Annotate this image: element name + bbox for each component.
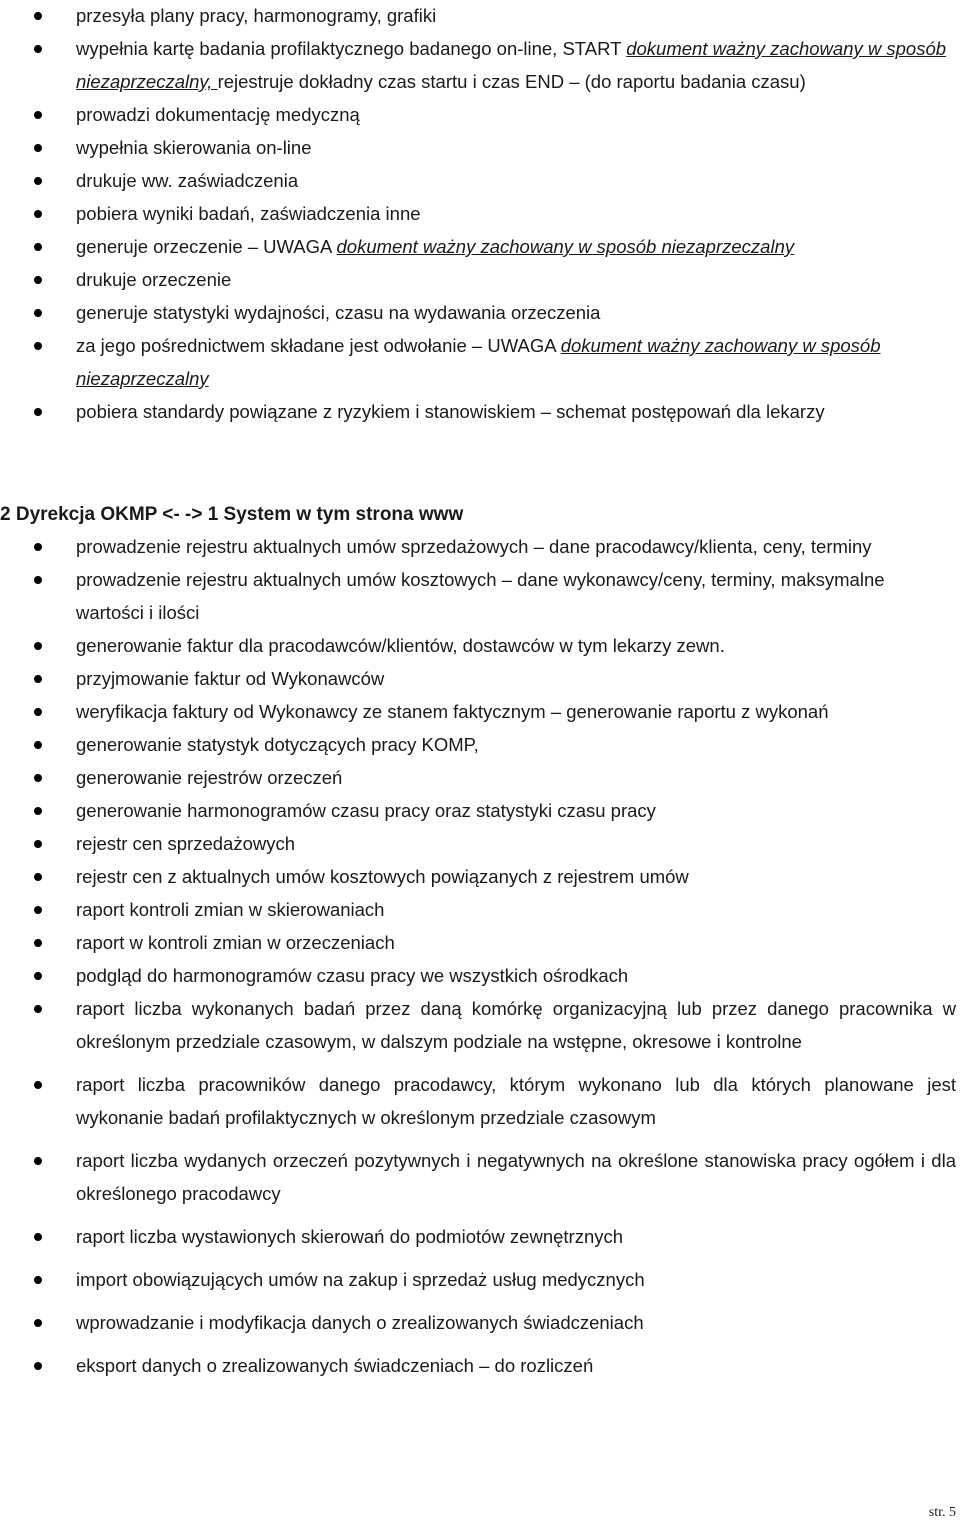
- item-text: generuje statystyki wydajności, czasu na wydawania orzeczenia: [76, 302, 601, 323]
- list-item: [0, 1068, 960, 1134]
- list-item: [0, 926, 960, 959]
- list-item: [0, 695, 960, 728]
- bullet-icon: [34, 1276, 42, 1284]
- item-text: przyjmowanie faktur od Wykonawców: [76, 668, 385, 689]
- list-item: [0, 32, 958, 98]
- bullet-icon: [34, 840, 42, 848]
- item-text: raport liczba wydanych orzeczeń pozytywnych i negatywnych na określone stanowiska pracy ogółem i dla określonego pracodawcy: [76, 1150, 956, 1204]
- item-text: import obowiązujących umów na zakup i sprzedaż usług medycznych: [76, 1269, 645, 1290]
- bullet-icon: [34, 543, 42, 551]
- list-item: [0, 395, 958, 428]
- item-text: rejestr cen z aktualnych umów kosztowych powiązanych z rejestrem umów: [76, 866, 689, 887]
- list-item: [0, 662, 960, 695]
- bullet-icon: [34, 177, 42, 185]
- item-text: wprowadzanie i modyfikacja danych o zrealizowanych świadczeniach: [76, 1312, 644, 1333]
- list-item: [0, 893, 960, 926]
- item-text: weryfikacja faktury od Wykonawcy ze stanem faktycznym – generowanie raportu z wykonań: [76, 701, 829, 722]
- list-item: [0, 1263, 960, 1296]
- item-text: prowadzi dokumentację medyczną: [76, 104, 360, 125]
- list-item: [0, 1349, 960, 1382]
- list-item: [0, 992, 960, 1058]
- list-item: [0, 131, 958, 164]
- section1-list: [0, 0, 958, 428]
- bullet-icon: [34, 45, 42, 53]
- item-text: generowanie rejestrów orzeczeń: [76, 767, 343, 788]
- list-item: [0, 761, 960, 794]
- bullet-icon: [34, 1233, 42, 1241]
- bullet-icon: [34, 342, 42, 350]
- bullet-icon: [34, 774, 42, 782]
- item-text: za jego pośrednictwem składane jest odwołanie – UWAGA: [76, 335, 561, 356]
- emphasis-text: dokument ważny zachowany w sposób niezaprzeczalny: [336, 236, 795, 257]
- list-item: [0, 0, 958, 32]
- list-item: [0, 794, 960, 827]
- section2-heading: 2 Dyrekcja OKMP <- -> 1 System w tym strona www: [0, 504, 464, 525]
- bullet-icon: [34, 408, 42, 416]
- bullet-icon: [34, 708, 42, 716]
- bullet-icon: [34, 144, 42, 152]
- item-text: drukuje ww. zaświadczenia: [76, 170, 299, 191]
- item-text: generowanie harmonogramów czasu pracy oraz statystyki czasu pracy: [76, 800, 656, 821]
- item-text: raport w kontroli zmian w orzeczeniach: [76, 932, 395, 953]
- bullet-icon: [34, 1362, 42, 1370]
- bullet-icon: [34, 111, 42, 119]
- item-text: rejestr cen sprzedażowych: [76, 833, 296, 854]
- list-item: [0, 563, 960, 629]
- list-item: [0, 959, 960, 992]
- list-item: [0, 728, 960, 761]
- item-text: prowadzenie rejestru aktualnych umów kosztowych – dane wykonawcy/ceny, terminy, maksymalne wartości i ilości: [76, 569, 885, 623]
- item-text: rejestruje dokładny czas startu i czas END – (do raportu badania czasu): [217, 71, 806, 92]
- item-text: pobiera standardy powiązane z ryzykiem i stanowiskiem – schemat postępowań dla lekarzy: [76, 401, 825, 422]
- list-item: [0, 827, 960, 860]
- list-item: [0, 296, 958, 329]
- item-text: przesyła plany pracy, harmonogramy, grafiki: [76, 5, 437, 26]
- bullet-icon: [34, 1005, 42, 1013]
- item-text: raport liczba wykonanych badań przez daną komórkę organizacyjną lub przez danego pracownika w określonym przedziale czasowym, w dalszym podziale na wstępne, okresowe i kontrolne: [76, 998, 956, 1052]
- item-text: raport kontroli zmian w skierowaniach: [76, 899, 385, 920]
- bullet-icon: [34, 642, 42, 650]
- bullet-icon: [34, 807, 42, 815]
- item-text: generowanie faktur dla pracodawców/klientów, dostawców w tym lekarzy zewn.: [76, 635, 725, 656]
- bullet-icon: [34, 1081, 42, 1089]
- bullet-icon: [34, 276, 42, 284]
- bullet-icon: [34, 741, 42, 749]
- emphasis-text: dokument ważny zachowany w sposób niezaprzeczalny: [76, 335, 881, 389]
- list-item: [0, 629, 960, 662]
- list-item: [0, 197, 958, 230]
- list-item: [0, 98, 958, 131]
- bullet-icon: [34, 675, 42, 683]
- bullet-icon: [34, 972, 42, 980]
- bullet-icon: [34, 576, 42, 584]
- item-text: raport liczba pracowników danego pracodawcy, którym wykonano lub dla których planowane jest wykonanie badań profilaktycznych w określonym przedziale czasowym: [76, 1074, 956, 1128]
- list-item: [0, 230, 958, 263]
- bullet-icon: [34, 210, 42, 218]
- item-text: wypełnia skierowania on-line: [76, 137, 312, 158]
- item-text: podgląd do harmonogramów czasu pracy we wszystkich ośrodkach: [76, 965, 629, 986]
- item-text: pobiera wyniki badań, zaświadczenia inne: [76, 203, 421, 224]
- bullet-icon: [34, 1157, 42, 1165]
- bullet-icon: [34, 309, 42, 317]
- bullet-icon: [34, 873, 42, 881]
- list-item: [0, 263, 958, 296]
- list-item: [0, 1220, 960, 1253]
- item-text: drukuje orzeczenie: [76, 269, 232, 290]
- list-item: [0, 329, 958, 395]
- bullet-icon: [34, 12, 42, 20]
- item-text: eksport danych o zrealizowanych świadczeniach – do rozliczeń: [76, 1355, 594, 1376]
- list-item: [0, 530, 960, 563]
- list-item: [0, 1144, 960, 1210]
- list-item: [0, 1306, 960, 1339]
- bullet-icon: [34, 906, 42, 914]
- list-item: [0, 860, 960, 893]
- bullet-icon: [34, 939, 42, 947]
- item-text: wypełnia kartę badania profilaktycznego badanego on-line, START: [76, 38, 627, 59]
- bullet-icon: [34, 243, 42, 251]
- item-text: generuje orzeczenie – UWAGA: [76, 236, 337, 257]
- item-text: raport liczba wystawionych skierowań do podmiotów zewnętrznych: [76, 1226, 624, 1247]
- emphasis-text: dokument ważny zachowany w sposób niezaprzeczalny,: [76, 38, 947, 92]
- page-number: str. 5: [928, 1505, 956, 1520]
- bullet-icon: [34, 1319, 42, 1327]
- item-text: prowadzenie rejestru aktualnych umów sprzedażowych – dane pracodawcy/klienta, ceny, terminy: [76, 536, 872, 557]
- item-text: generowanie statystyk dotyczących pracy KOMP,: [76, 734, 479, 755]
- section2-list: [0, 530, 960, 1382]
- list-item: [0, 164, 958, 197]
